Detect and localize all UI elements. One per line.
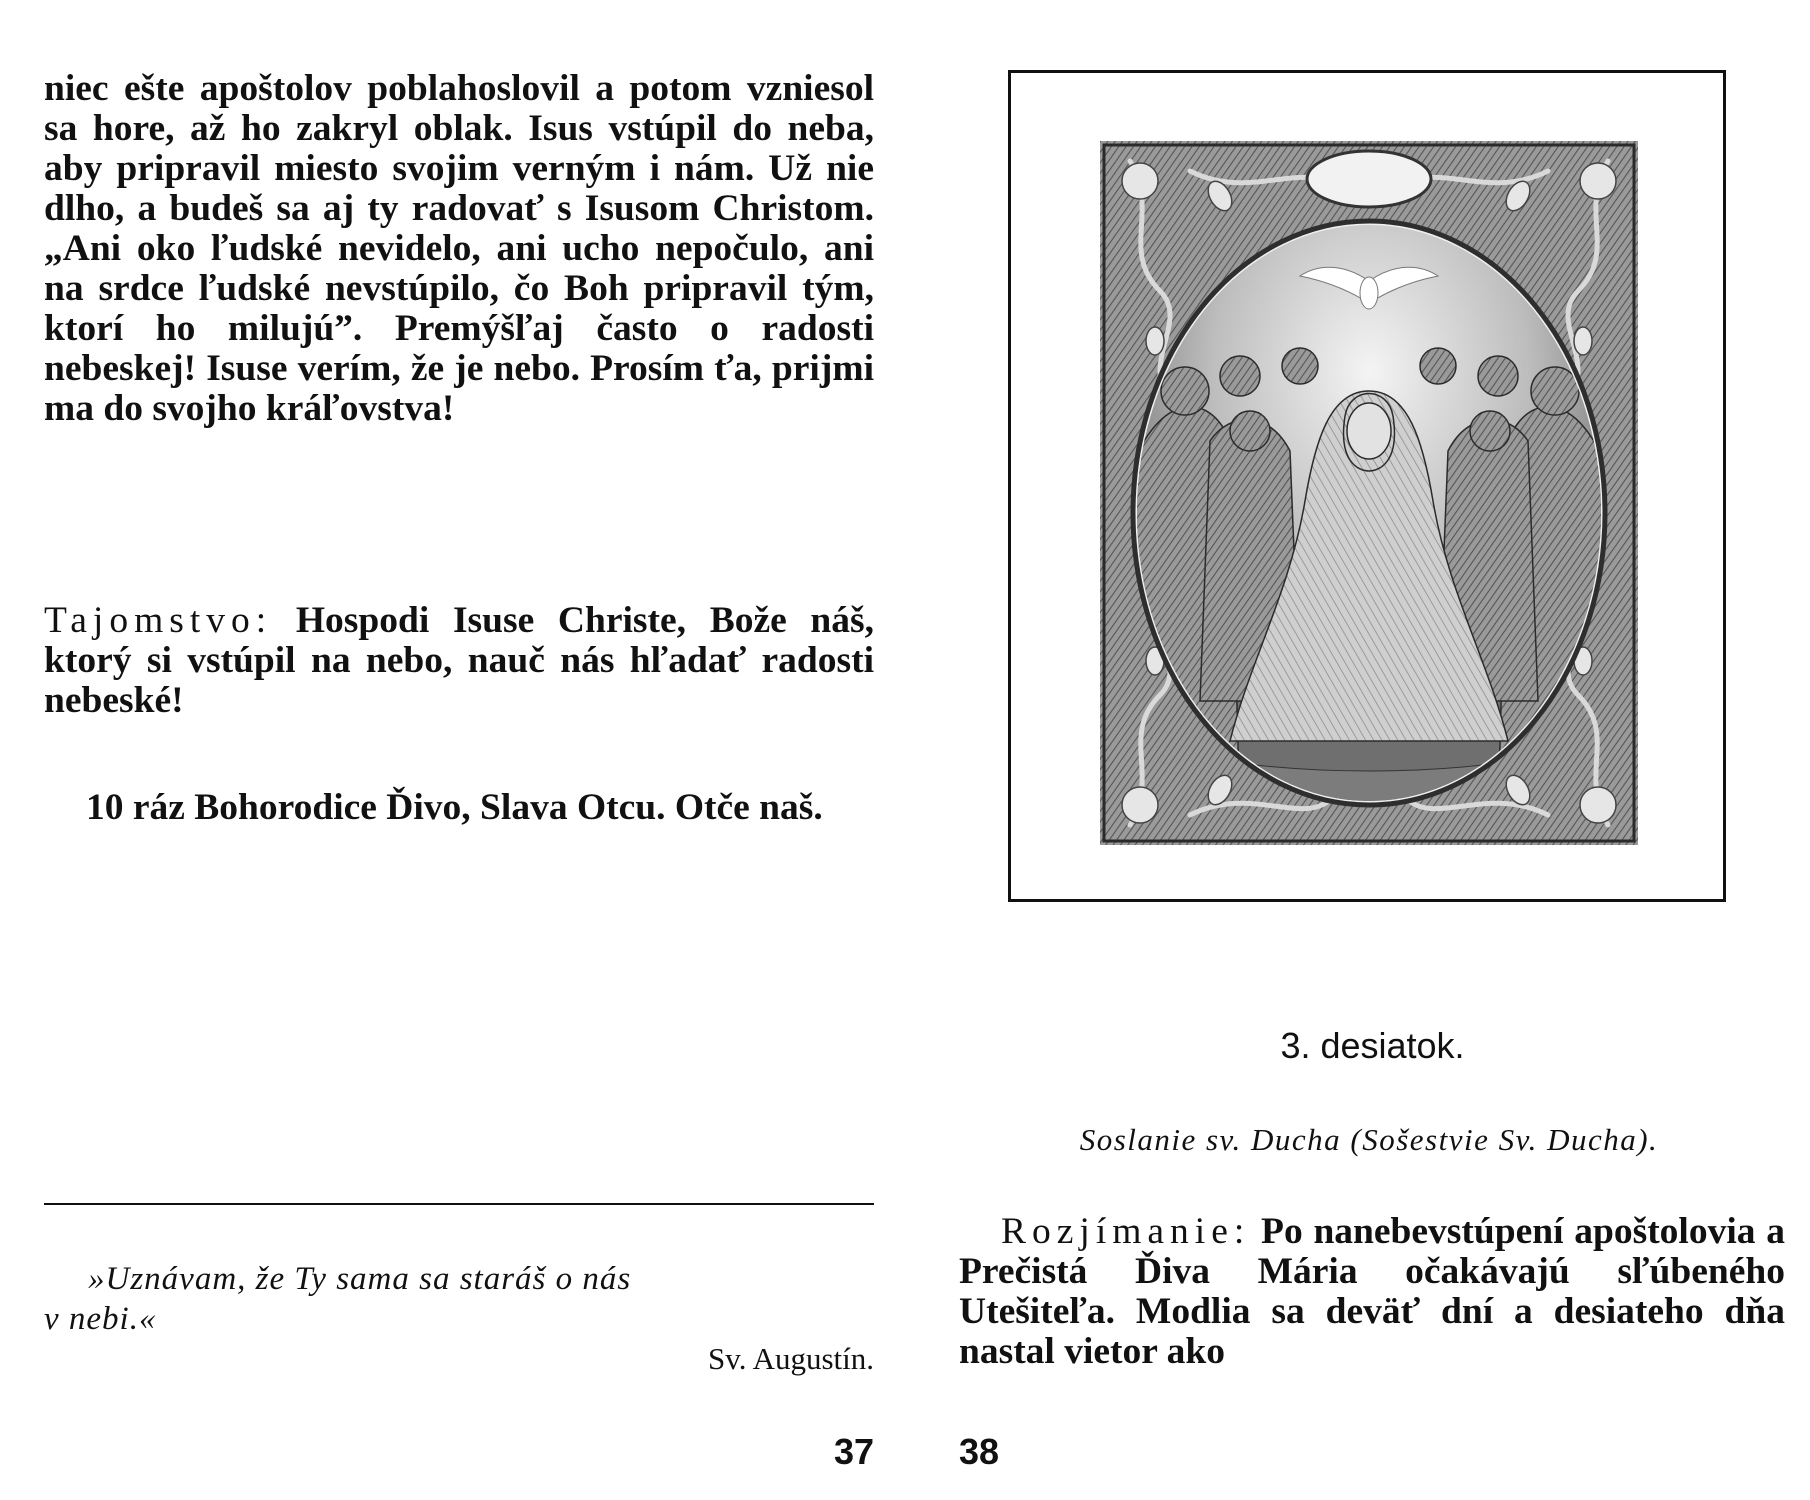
footnote-quote-line-1: »Uznávam, že Ty sama sa staráš o nás (88, 1261, 632, 1297)
footnote-quote-line-2: v nebi.« (44, 1301, 157, 1337)
section-heading: 3. desiatok. (1280, 1025, 1465, 1066)
footnote-divider (44, 1203, 874, 1205)
right-page (905, 0, 1810, 1500)
page-number-right: 38 (959, 1431, 1000, 1472)
meditation-text: Po nanebevstúpení apoštolovia a Prečistá Ďiva Mária očakávajú sľúbeného Utešiteľa. Modlia sa deväť dní a desiateho dňa nastal vietor ako (959, 1211, 1786, 1372)
mystery-text: Hospodi Isuse Christe, Bože náš, ktorý si vstúpil na nebo, nauč nás hľadať radosti nebeské! (44, 600, 875, 721)
meditation-label: Rozjímanie: (1001, 1211, 1251, 1252)
prayer-instruction: 10 ráz Bohorodice Ďivo, Slava Otcu. Otče naš. (86, 787, 823, 828)
mystery-paragraph (44, 601, 874, 721)
mystery-label: Tajomstvo: (44, 600, 273, 641)
pentecost-engraving-icon (1100, 141, 1638, 845)
illustration-frame (1008, 70, 1726, 902)
footnote-source: Sv. Augustín. (708, 1341, 874, 1376)
meditation-paragraph (959, 1212, 1785, 1372)
left-paragraph-text: niec ešte apoštolov poblahoslovil a potom vzniesol sa hore, až ho zakryl oblak. Isus vstúpil do neba, aby pripravil miesto svojim verným i nám. Už nie dlho, a budeš sa aj ty radovať s Isusom Christom. „Ani oko ľudské nevidelo, ani ucho nepočulo, ani na srdce ľudské nevstúpilo, čo Boh pripravil tým, ktorí ho milujú”. Premýšľaj často o radosti nebeskej! Isuse verím, že je nebo. Prosím ťa, prijmi ma do svojho kráľovstva! (44, 68, 874, 429)
page-number-left: 37 (833, 1431, 874, 1472)
section-subtitle: Soslanie sv. Ducha (Sošestvie Sv. Ducha). (1079, 1122, 1659, 1157)
